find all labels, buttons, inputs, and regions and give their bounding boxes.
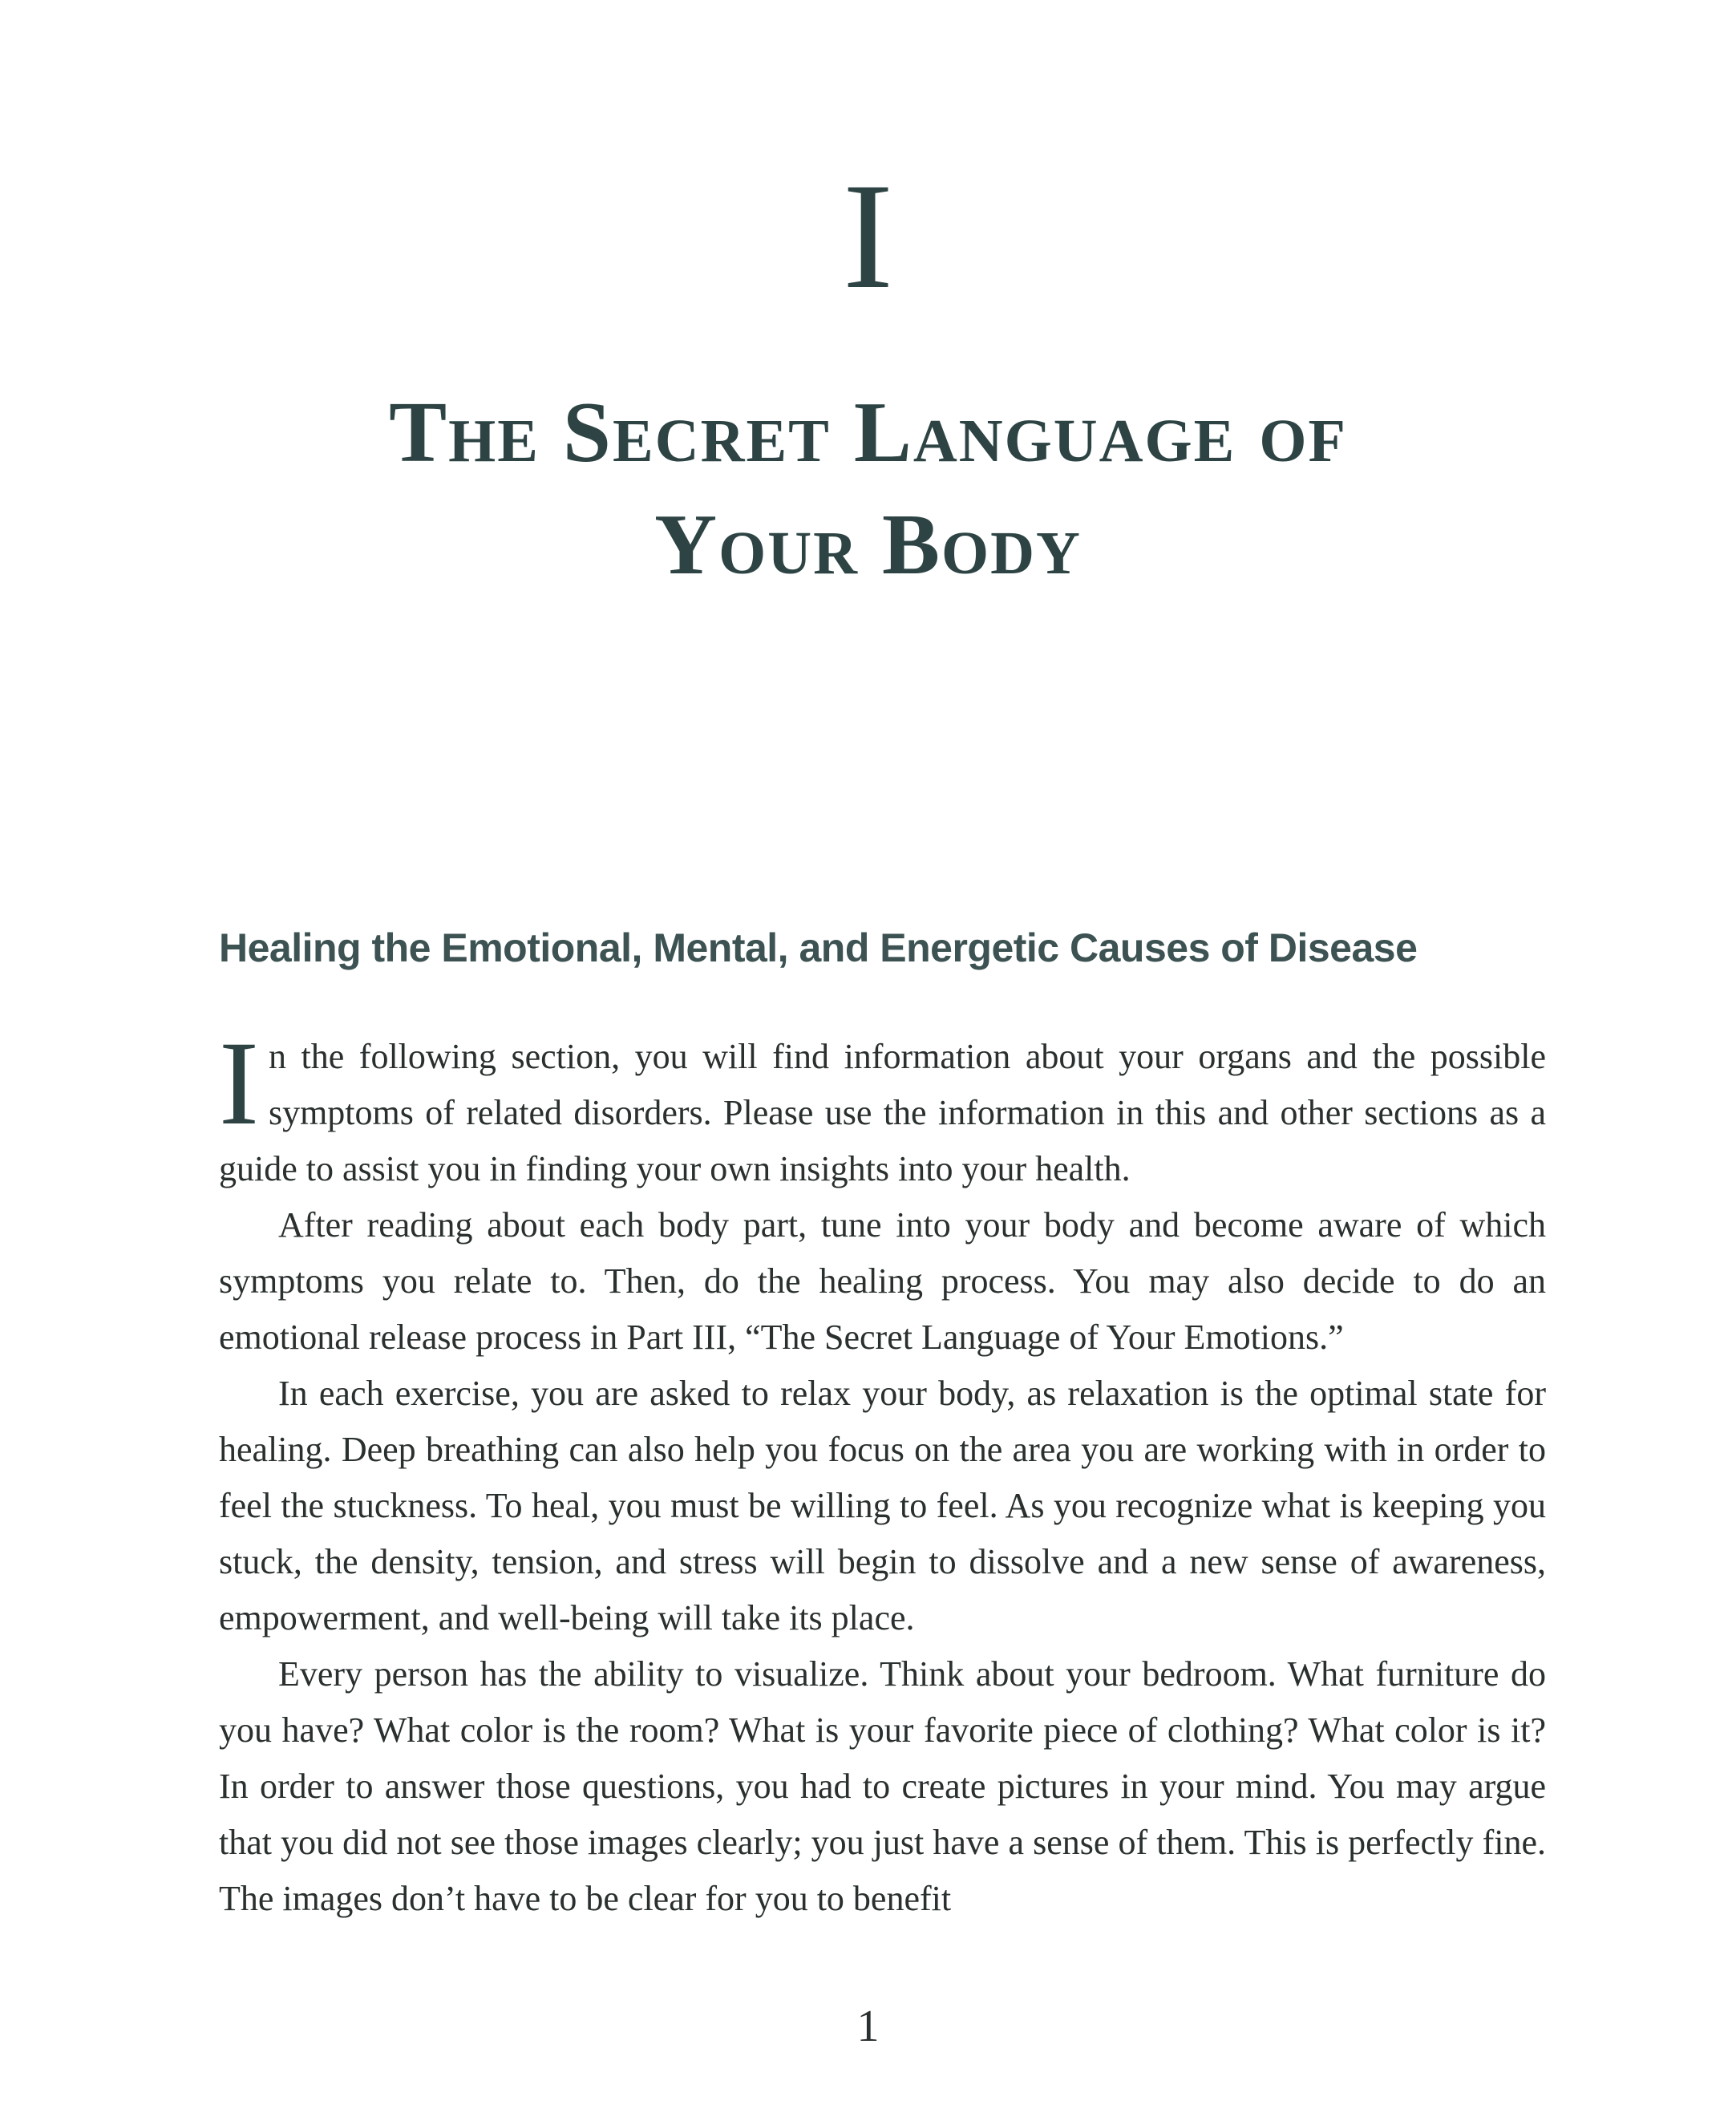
paragraph-2: After reading about each body part, tune into your body and become aware of which symptoms you relate to. Then, do the healing process. You may also decide to do an emotional release process in Part III, “The Secret Language of Your Emotions.” (219, 1205, 1546, 1357)
part-number: I (842, 152, 894, 321)
paragraph-4: Every person has the ability to visualize. Think about your bedroom. What furniture do you have? What color is the room? What is your favorite piece of clothing? What color is it? In order to answer those questions, you had to create pictures in your mind. You may argue that you did not see those images clearly; you just have a sense of them. This is perfectly fine. The images don’t have to be clear for you to benefit (219, 1654, 1546, 1918)
part-title (0, 377, 1736, 601)
paragraph-1 (219, 1017, 1546, 1197)
section-heading: Healing the Emotional, Mental, and Energetic Causes of Disease (219, 925, 1418, 970)
paragraph-3: In each exercise, you are asked to relax your body, as relaxation is the optimal state for healing. Deep breathing can also help you focus on the area you are working with in order to feel the stuckness. To heal, you must be willing to feel. As you recognize what is keeping you stuck, the density, tension, and stress will begin to dissolve and a new sense of awareness, empowerment, and well-being will take its place. (219, 1374, 1546, 1637)
body-text (219, 1017, 1546, 1927)
paragraph-1-text: n the following section, you will find information about your organs and the possible symptoms of related disorders. Please use the information in this and other sections as a guide to assist you in finding your own insights into your health. (219, 1037, 1546, 1188)
page-number: 1 (856, 2002, 880, 2051)
part-title-line-1: The Secret Language of (389, 385, 1347, 480)
drop-cap: I (219, 1017, 259, 1150)
part-title-line-2: Your Body (654, 497, 1082, 593)
